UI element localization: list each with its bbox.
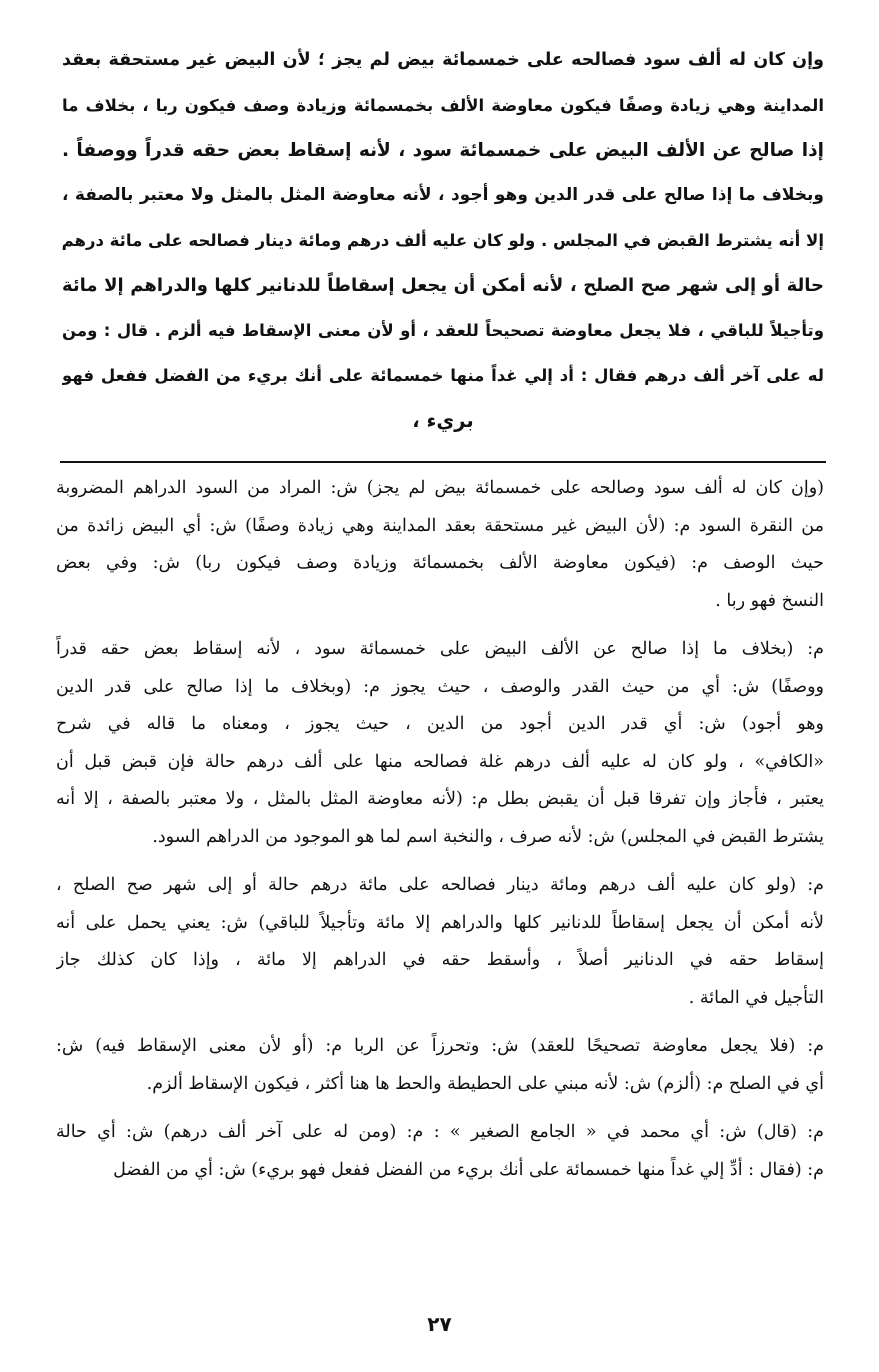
paragraph-gap [56,1017,824,1028]
paragraph-gap [56,856,824,867]
commentary-line: التأجيل في المائة . [688,987,824,1008]
commentary-line: وهو أجود) ش: أي قدر الدين أجود من الدين ، حيث يجوز ، ومعناه ما قاله في شرح [56,714,824,734]
main-text-line: وبخلاف ما إذا صالح على قدر الدين وهو أجود ، لأنه معاوضة المثل بالمثل ولا معتبر بالصفة ، [62,185,824,205]
commentary-line: أي في الصلح م: (ألزم) ش: لأنه مبني على الحطيطة والحط ها هنا أكثر ، فيكون الإسقاط ألزم. [146,1073,824,1094]
main-text-line: له على آخر ألف درهم فقال : أد إلي غداً منها خمسمائة على أنك بريء من الفضل ففعل فهو [62,366,824,385]
commentary-line: «الكافي» ، ولو كان له عليه ألف درهم غلة فصالحه منها على ألف درهم حالة فإن قبض قبل أن [56,751,824,772]
commentary-paragraph [56,631,824,856]
page-number: ٢٧ [427,1312,452,1336]
commentary-paragraph [56,1028,824,1103]
commentary-line: م: (ولو كان عليه ألف درهم ومائة دينار فصالحه على مائة درهم حالة أو إلى شهر صح الصلح ، [56,875,824,895]
main-text-block [62,38,824,443]
main-text-line: إلا أنه يشترط القبض في المجلس . ولو كان عليه ألف درهم ومائة دينار فصالحه على مائة درهم [62,231,824,250]
commentary-line: من النقرة السود م: (لأن البيض غير مستحقة بعقد المداينة وهي زيادة وصفًا) ش: أي البيض زائدة من [56,515,824,536]
commentary-line: إسقاط حقه في الدنانير أصلاً ، وأسقط حقه في الدراهم إلا مائة ، وإذا كان كذلك جاز [56,950,824,970]
main-text-line: إذا صالح عن الألف البيض على خمسمائة سود ، لأنه إسقاط بعض حقه قدراً ووصفاً . [62,140,824,161]
main-text-line: المداينة وهي زيادة وصفًا فيكون معاوضة الألف بخمسمائة وزيادة وصف فيكون ربا ، بخلاف ما [62,96,824,115]
commentary-paragraph [56,470,824,620]
commentary-line: حيث الوصف م: (فيكون معاوضة الألف بخمسمائة وزيادة وصف فيكون ربا) ش: وفي بعض [56,553,824,573]
commentary-line: م: (بخلاف ما إذا صالح عن الألف البيض على خمسمائة سود ، لأنه إسقاط بعض حقه قدراً [56,639,824,659]
commentary-line: م: (فلا يجعل معاوضة تصحيحًا للعقد) ش: وتحرزاً عن الربا م: (أو لأن معنى الإسقاط فيه) ش: [56,1036,824,1056]
commentary-line: يعتبر ، فأجاز وإن تفرقا قبل أن يقبض بطل م: (لأنه معاوضة المثل بالمثل ، ولا معتبر بالصفة ، إلا أنه [56,789,824,809]
separator-rule [60,461,826,463]
commentary-paragraph [56,867,824,1017]
commentary-line: (وإن كان له ألف سود وصالحه على خمسمائة بيض لم يجز) ش: المراد من السود الدراهم المضروبة [56,478,824,498]
commentary-line: لأنه أمكن أن يجعل إسقاطاً للدنانير كلها والدراهم إلا مائة وتأجيلاً للباقي) ش: يعني يحمل على أنه [56,912,824,933]
commentary-line: م: (قال) ش: أي محمد في « الجامع الصغير » : م: (ومن له على آخر ألف درهم) ش: أي حالة [56,1122,824,1142]
commentary-line: م: (فقال : أدِّ إلي غداً منها خمسمائة على أنك بريء من الفضل ففعل فهو بريء) ش: أي من الفضل [113,1159,824,1180]
commentary-line: ووصفًا) ش: أي من حيث القدر والوصف ، حيث يجوز م: (وبخلاف ما إذا صالح على قدر الدين [56,676,824,697]
commentary-paragraph [56,1114,824,1189]
paragraph-gap [56,620,824,631]
main-text-line: وتأجيلاً للباقي ، فلا يجعل معاوضة تصحيحاً للعقد ، أو لأن معنى الإسقاط فيه ألزم . قال : ومن [62,321,824,340]
main-text-line: حالة أو إلى شهر صح الصلح ، لأنه أمكن أن يجعل إسقاطاً للدنانير كلها والدراهم إلا مائة [62,275,824,296]
main-text-line: بريء ، [412,409,474,432]
commentary-line: يشترط القبض في المجلس) ش: لأنه صرف ، والنخبة اسم لما هو الموجود من الدراهم السود. [152,826,824,847]
commentary-block [56,470,824,1189]
commentary-line: النسخ فهو ربا . [715,590,824,611]
main-text-line: وإن كان له ألف سود فصالحه على خمسمائة بيض لم يجز ؛ لأن البيض غير مستحقة بعقد [62,50,824,70]
paragraph-gap [56,1103,824,1114]
